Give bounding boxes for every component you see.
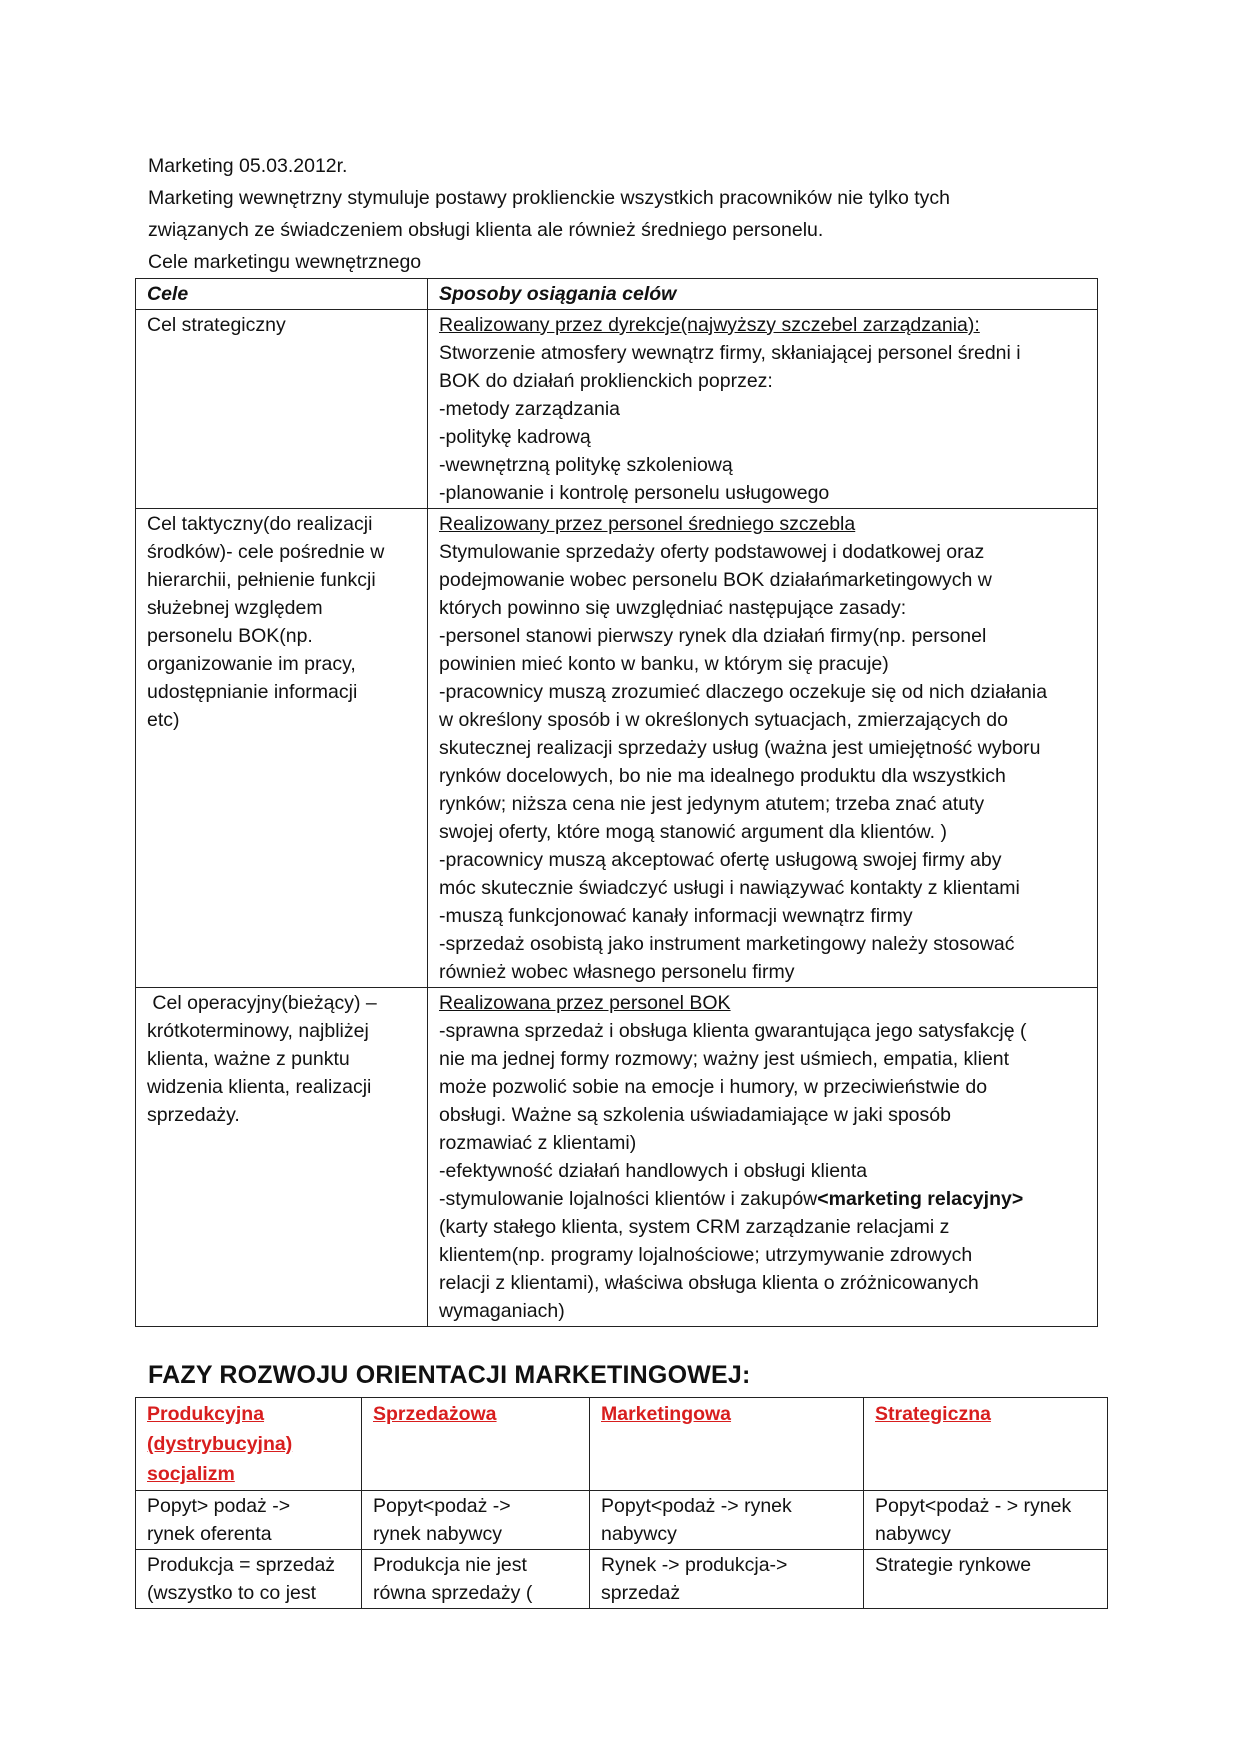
cell-line: równa sprzedaży ( [373,1582,533,1604]
method-line: rynków; niższa cena nie jest jedynym atutem; trzeba znać atuty [439,793,985,815]
cell-line: Produkcja = sprzedaż [147,1554,336,1576]
method-line: Stymulowanie sprzedaży oferty podstawowej i dodatkowej oraz [439,541,985,563]
goal-line: środków)- cele pośrednie w [147,541,385,563]
phase-cell [590,1550,864,1609]
cell-line: Popyt<podaż -> rynek [601,1495,792,1517]
table-row [136,1491,1108,1550]
phase-header-line: socjalizm [147,1463,235,1485]
method-line: również wobec własnego personelu firmy [439,961,795,983]
method-line: skutecznej realizacji sprzedaży usług (ważna jest umiejętność wyboru [439,737,1041,759]
method-line: móc skutecznie świadczyć usługi i nawiązywać kontakty z klientami [439,877,1020,899]
phase-header-line: Strategiczna [875,1403,991,1425]
intro-section [148,150,1108,278]
cell-line: Rynek -> produkcja-> [601,1554,788,1576]
cell-line: Popyt<podaż - > rynek [875,1495,1072,1517]
method-title: Realizowany przez dyrekcje(najwyższy szczebel zarządzania): [439,314,980,336]
phase-header-line: Marketingowa [601,1403,732,1425]
method-line: klientem(np. programy lojalnościowe; utrzymywanie zdrowych [439,1244,973,1266]
method-line: rozmawiać z klientami) [439,1132,637,1154]
goal-line: organizowanie im pracy, [147,653,356,675]
cell-line: rynek nabywcy [373,1523,502,1545]
method-cell [428,509,1098,988]
table-row [136,509,1098,988]
goal-line: sprzedaży. [147,1104,240,1126]
method-line: w określony sposób i w określonych sytuacjach, zmierzających do [439,709,1008,731]
method-line: relacji z klientami), właściwa obsługa klienta o zróżnicowanych [439,1272,979,1294]
cell-line: sprzedaż [601,1582,681,1604]
table-row [136,1550,1108,1609]
goal-cell [136,310,428,509]
method-line: -efektywność działań handlowych i obsługi klienta [439,1160,868,1182]
lecture-title: Marketing 05.03.2012r. [148,155,348,177]
method-line: nie ma jednej formy rozmowy; ważny jest uśmiech, empatia, klient [439,1048,1010,1070]
method-line: -metody zarządzania [439,398,621,420]
goal-cell [136,509,428,988]
method-line: (karty stałego klienta, system CRM zarządzanie relacjami z [439,1216,950,1238]
method-line: wymaganiach) [439,1300,565,1322]
method-title: Realizowany przez personel średniego szczebla [439,513,856,535]
method-line: -pracownicy muszą zrozumieć dlaczego oczekuje się od nich działania [439,681,1048,703]
phase-cell [864,1550,1108,1609]
cell-line: Produkcja nie jest [373,1554,527,1576]
document-page [148,150,1108,1609]
cell-line: nabywcy [601,1523,677,1545]
cell-line: Popyt<podaż -> [373,1495,511,1517]
goal-line: służebnej względem [147,597,323,619]
phase-header-line: (dystrybucyjna) [147,1433,293,1455]
cell-line: (wszystko to co jest [147,1582,317,1604]
phase-cell [864,1491,1108,1550]
phase-cell [136,1550,362,1609]
relational-marketing-term: <marketing relacyjny> [817,1188,1024,1210]
goal-line: etc) [147,709,180,731]
method-line: -pracownicy muszą akceptować ofertę usługową swojej firmy aby [439,849,1002,871]
method-line: -personel stanowi pierwszy rynek dla działań firmy(np. personel [439,625,987,647]
phases-header-row [136,1398,1108,1491]
table-row [136,310,1098,509]
method-line: -muszą funkcjonować kanały informacji wewnątrz firmy [439,905,913,927]
method-title: Realizowana przez personel BOK [439,992,731,1014]
phase-header-production [136,1398,362,1491]
intro-line: Marketing wewnętrzny stymuluje postawy proklienckie wszystkich pracowników nie tylko tych [148,187,950,209]
phase-cell [136,1491,362,1550]
table-caption: Cele marketingu wewnętrznego [148,251,422,273]
method-line: -sprawna sprzedaż i obsługa klienta gwarantująca jego satysfakcję ( [439,1020,1027,1042]
goals-table [135,278,1098,1327]
table-row [136,988,1098,1327]
cell-line: Popyt> podaż -> [147,1495,291,1517]
method-line: swojej oferty, które mogą stanowić argument dla klientów. ) [439,821,947,843]
cell-line: nabywcy [875,1523,951,1545]
phase-header-marketing [590,1398,864,1491]
method-line: -sprzedaż osobistą jako instrument marketingowy należy stosować [439,933,1015,955]
method-line: rynków docelowych, bo nie ma idealnego produktu dla wszystkich [439,765,1006,787]
phase-cell [362,1491,590,1550]
goals-table-header [136,279,1098,310]
method-line: może pozwolić sobie na emocje i humory, w przeciwieństwie do [439,1076,988,1098]
method-line: BOK do działań proklienckich poprzez: [439,370,773,392]
method-line: powinien mieć konto w banku, w którym się pracuje) [439,653,889,675]
header-methods: Sposoby osiągania celów [428,279,1098,310]
goal-line: Cel taktyczny(do realizacji [147,513,373,535]
method-line: których powinno się uwzględniać następujące zasady: [439,597,907,619]
phase-header-strategic [864,1398,1108,1491]
phase-header-line: Produkcyjna [147,1403,265,1425]
phase-header-line: Sprzedażowa [373,1403,497,1425]
header-goals: Cele [136,279,428,310]
cell-line: rynek oferenta [147,1523,272,1545]
method-line-relational [439,1185,1087,1213]
method-cell [428,310,1098,509]
method-line: podejmowanie wobec personelu BOK działańmarketingowych w [439,569,992,591]
goal-line: widzenia klienta, realizacji [147,1076,372,1098]
method-line: -planowanie i kontrolę personelu usługowego [439,482,830,504]
phase-header-sales [362,1398,590,1491]
phase-cell [362,1550,590,1609]
goal-cell [136,988,428,1327]
phases-heading: FAZY ROZWOJU ORIENTACJI MARKETINGOWEJ: [148,1361,751,1389]
method-cell [428,988,1098,1327]
method-line: -politykę kadrową [439,426,591,448]
intro-line: związanych ze świadczeniem obsługi klienta ale również średniego personelu. [148,219,824,241]
method-line: obsługi. Ważne są szkolenia uświadamiające w jaki sposób [439,1104,951,1126]
goal-line: Cel strategiczny [147,314,286,336]
goal-line: Cel operacyjny(bieżący) – [147,992,377,1014]
phases-table [135,1397,1108,1609]
method-line: Stworzenie atmosfery wewnątrz firmy, skłaniającej personel średni i [439,342,1021,364]
cell-line: Strategie rynkowe [875,1554,1032,1576]
goal-line: krótkoterminowy, najbliżej [147,1020,369,1042]
phase-cell [590,1491,864,1550]
relational-prefix: -stymulowanie lojalności klientów i zakupów [439,1188,818,1210]
goal-line: udostępnianie informacji [147,681,358,703]
goal-line: hierarchii, pełnienie funkcji [147,569,376,591]
goal-line: klienta, ważne z punktu [147,1048,350,1070]
goal-line: personelu BOK(np. [147,625,313,647]
method-line: -wewnętrzną politykę szkoleniową [439,454,733,476]
